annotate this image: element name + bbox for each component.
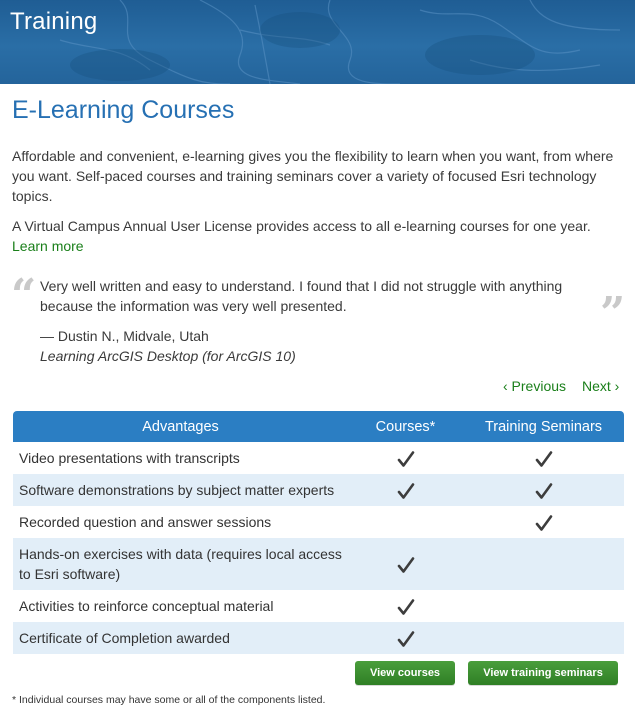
- open-quote-icon: “: [11, 270, 37, 321]
- view-courses-button[interactable]: View courses: [355, 661, 455, 685]
- courses-cell: [348, 474, 463, 506]
- checkmark-icon: [535, 514, 553, 532]
- checkmark-icon: [397, 556, 415, 574]
- seminars-cell: [463, 538, 624, 590]
- seminars-cell: [463, 622, 624, 654]
- checkmark-icon: [535, 482, 553, 500]
- courses-cell: [348, 506, 463, 538]
- learn-more-link[interactable]: Learn more: [12, 238, 84, 254]
- advantage-label: Video presentations with transcripts: [19, 450, 240, 466]
- header-training-seminars: Training Seminars: [484, 418, 603, 435]
- close-quote-icon: ”: [600, 288, 626, 339]
- checkmark-icon: [535, 450, 553, 468]
- next-testimonial-link[interactable]: Next ›: [582, 378, 620, 394]
- intro-paragraph: Affordable and convenient, e-learning gives you the flexibility to learn when you want, from where you want. Self-paced courses and training seminars cover a variety of focused Esri technology topics.: [12, 148, 614, 204]
- seminars-cell: [463, 442, 624, 474]
- table-row: [13, 474, 624, 506]
- header-courses: Courses*: [375, 418, 436, 435]
- testimonial-course: Learning ArcGIS Desktop (for ArcGIS 10): [40, 348, 296, 364]
- advantage-label: Recorded question and answer sessions: [19, 514, 272, 530]
- advantages-table: [13, 411, 624, 654]
- checkmark-icon: [397, 482, 415, 500]
- checkmark-icon: [397, 630, 415, 648]
- advantage-label: Hands-on exercises with data (requires local access to Esri software): [19, 546, 342, 582]
- seminars-cell: [463, 506, 624, 538]
- license-paragraph: [12, 216, 624, 256]
- checkmark-icon: [397, 450, 415, 468]
- advantage-label: Certificate of Completion awarded: [19, 630, 230, 646]
- advantage-label: Activities to reinforce conceptual material: [19, 598, 274, 614]
- seminars-cell: [463, 474, 624, 506]
- license-text: A Virtual Campus Annual User License provides access to all e-learning courses for one year.: [12, 218, 591, 234]
- table-row: [13, 442, 624, 474]
- testimonial-author: — Dustin N., Midvale, Utah: [40, 328, 209, 344]
- table-row: [13, 622, 624, 654]
- footnote: * Individual courses may have some or all of the components listed.: [12, 694, 326, 706]
- table-row: [13, 590, 624, 622]
- view-training-seminars-button[interactable]: View training seminars: [468, 661, 618, 685]
- table-row: [13, 538, 624, 590]
- page-title: E-Learning Courses: [12, 96, 235, 124]
- courses-cell: [348, 538, 463, 590]
- table-row: [13, 506, 624, 538]
- testimonial-text: Very well written and easy to understand. I found that I did not struggle with anything because the information was very well presented.: [40, 278, 563, 314]
- courses-cell: [348, 590, 463, 622]
- seminars-cell: [463, 590, 624, 622]
- header-advantages: Advantages: [142, 418, 219, 435]
- advantage-label: Software demonstrations by subject matter experts: [19, 482, 335, 498]
- courses-cell: [348, 622, 463, 654]
- table-body: [13, 442, 624, 654]
- training-banner: [0, 0, 635, 84]
- table-header-row: [13, 411, 624, 442]
- courses-cell: [348, 442, 463, 474]
- checkmark-icon: [397, 598, 415, 616]
- banner-title: Training: [10, 8, 98, 35]
- previous-testimonial-link[interactable]: ‹ Previous: [503, 378, 567, 394]
